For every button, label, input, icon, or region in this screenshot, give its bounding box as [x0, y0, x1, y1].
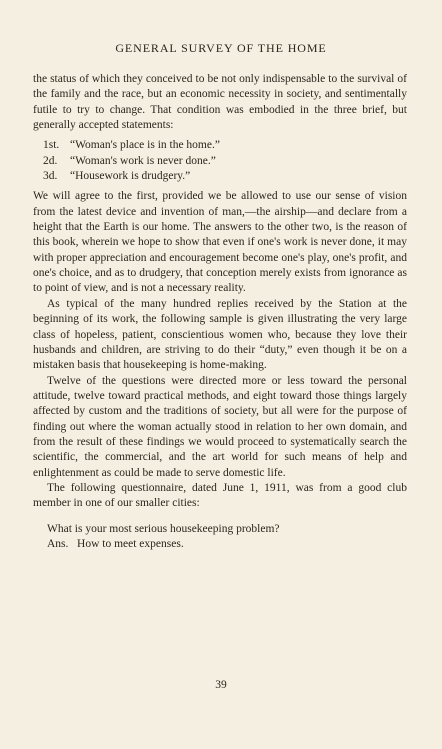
body-text — [33, 72, 407, 552]
paragraph-questionnaire: The following questionnaire, dated June 1, 1911, was from a good club member in one of our smaller cities: — [33, 481, 407, 510]
paragraph-status: the status of which they conceived to be not only indispensable to the survival of the family and the race, but an economic necessity in society, and sentimentally futile to try to change. That condition was embodied in the three brief, but generally accepted statements: — [33, 73, 407, 132]
statement-text: “Woman's place is in the home.” — [70, 139, 220, 152]
statement-item — [33, 138, 407, 153]
page-number: 39 — [215, 679, 227, 691]
statement-item — [33, 169, 407, 184]
statement-list — [33, 138, 407, 184]
statement-text: “Woman's work is never done.” — [70, 154, 216, 167]
statement-number: 1st. — [43, 139, 60, 152]
paragraph-twelve: Twelve of the questions were directed more or less toward the personal attitude, twelve toward practical methods, and eight toward those things largely affected by custom and the traditions of society, but all were for the purpose of finding out where the woman actually stood in relation to her own domain, and from the result of these findings we would proceed to systematically search the scientific, the commercial, and the art world for such means of help and enlightenment as could be made to serve domestic life. — [33, 374, 407, 479]
running-head: GENERAL SURVEY OF THE HOME — [115, 41, 327, 55]
questionnaire-entry — [33, 522, 407, 553]
statement-text: “Housework is drudgery.” — [70, 170, 191, 183]
statement-item — [33, 154, 407, 169]
statement-number: 2d. — [43, 154, 58, 167]
statement-number: 3d. — [43, 170, 58, 183]
question-text: What is your most serious housekeeping problem? — [47, 522, 280, 535]
paragraph-agree: We will agree to the first, provided we be allowed to use our sense of vision from the latest device and invention of man,—the airship—and declare from a height that the Earth is our home. The answers to the other two, is the reason of this book, wherein we hope to show that even if one's work is never done, it may with proper appreciation and encouragement become one's play, one's profit, and one's choice, and as to drudgery, that conception merely exists from ignorance as to point of view, and is not a necessary reality. — [33, 190, 407, 295]
paragraph-typical: As typical of the many hundred replies received by the Station at the beginning of its work, the following sample is given illustrating the very large class of hopeless, patient, conscientious women who, because they love their husbands and children, are striving to do their “duty,” even though it be on a mistaken basis that housekeeping is home-making. — [33, 297, 407, 372]
answer-text: Ans. How to meet expenses. — [47, 537, 184, 550]
